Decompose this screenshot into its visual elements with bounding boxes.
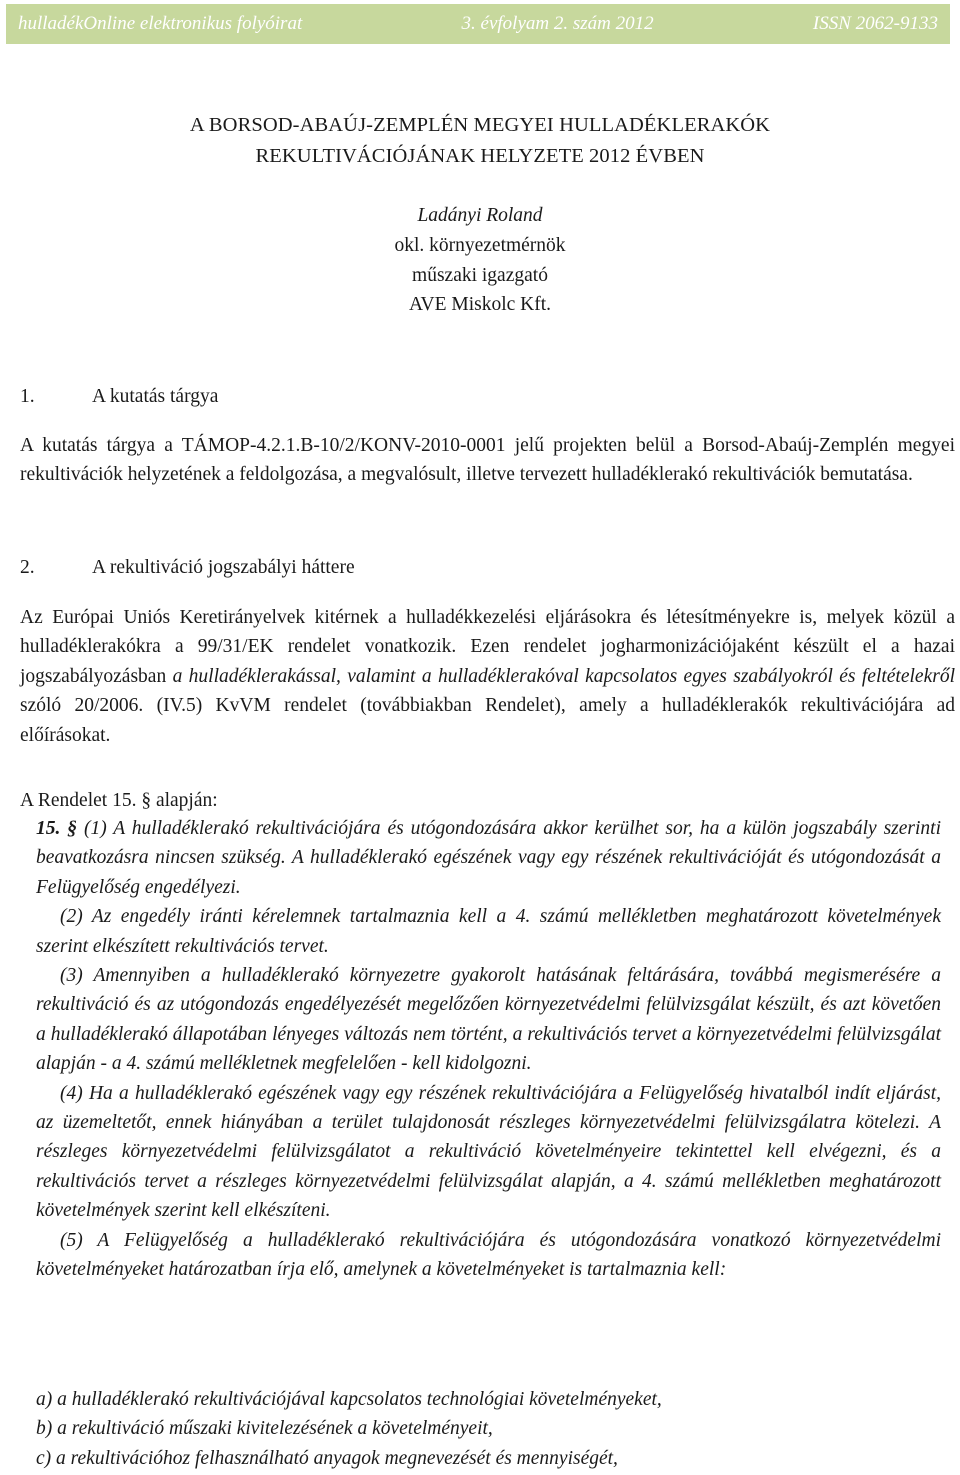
section-2-heading: [20, 557, 355, 579]
section-1-heading: [20, 386, 218, 408]
section-2-title: A rekultiváció jogszabályi háttere: [92, 557, 355, 578]
section-2-number: 2.: [20, 557, 35, 578]
quote-paragraph-5: [36, 1226, 941, 1285]
quote-text: (2) Az engedély iránti kérelemnek tartalmaznia kell a 4. számú mellékletben meghatározott követelmények szerint elkészített rekultivációs tervet.: [36, 906, 941, 957]
quote-paragraph-4: [36, 1079, 941, 1226]
quote-text: (5) A Felügyelőség a hulladéklerakó rekultivációjára és utógondozására vonatkozó környezetvédelmi követelményeket határozatban írja elő, amelynek a követelményeket is tartalmaznia kell:: [36, 1229, 941, 1281]
section-1-title: A kutatás tárgya: [92, 386, 219, 407]
section-1-text: A kutatás tárgya a TÁMOP-4.2.1.B-10/2/KONV-2010-0001 jelű projekten belül a Borsod-Abaúj-Zemplén megyei rekultivációk helyzetének a feldolgozása, a megvalósult, illetve tervezett hulladéklerakó rekultivációk bemutatása.: [20, 435, 955, 486]
issue-info: 3. évfolyam 2. szám 2012: [461, 13, 654, 34]
rendelet-intro: A Rendelet 15. § alapján:: [20, 790, 218, 811]
author-name: Ladányi Roland: [417, 205, 543, 226]
paragraph-number: 15. §: [36, 818, 78, 839]
paragraph-text: Az Európai Uniós Keretirányelvek kitérnek a hulladékkezelési eljárásokra és létesítményekre is, melyek közül a hulladéklerakókra a 99/31/EK rendelet vonatkozik. Ezen rendelet jogharmonizációjaként készült el a hazai jogszabályozásban: [20, 607, 955, 687]
section-1-number: 1.: [20, 386, 35, 407]
quote-paragraph-3: [36, 961, 941, 1079]
quote-paragraph-1: [36, 814, 941, 902]
author-position: műszaki igazgató: [412, 265, 548, 286]
section-2-paragraph: [20, 603, 955, 750]
author-company: AVE Miskolc Kft.: [408, 294, 552, 315]
regulation-quote: [36, 814, 941, 1285]
list-item: c) a rekultivációhoz felhasználható anyagok megnevezését és mennyiségét,: [36, 1448, 618, 1469]
issn: ISSN 2062-9133: [812, 13, 938, 34]
page-title-line2: REKULTIVÁCIÓJÁNAK HELYZETE 2012 ÉVBEN: [255, 145, 705, 167]
journal-name: hulladékOnline elektronikus folyóirat: [18, 13, 303, 34]
quote-text: (1) A hulladéklerakó rekultivációjára és utógondozására akkor kerülhet sor, ha a külön jogszabály szerinti beavatkozásra nincsen szükség. A hulladéklerakó egészének vagy egy részének rekultivációját és utógondozását a Felügyelőség engedélyezi.: [36, 818, 941, 898]
regulation-title: a hulladéklerakással, valamint a hulladéklerakóval kapcsolatos egyes szabályokról és feltételekről: [172, 665, 955, 687]
list-item: a) a hulladéklerakó rekultivációjával kapcsolatos technológiai követelményeket,: [36, 1389, 662, 1410]
journal-header: [6, 4, 950, 44]
quote-paragraph-2: [36, 902, 941, 961]
quote-text: (4) Ha a hulladéklerakó egészének vagy egy részének rekultivációjára a Felügyelőség hivatalból indít eljárást, az üzemeltetőt, ennek hiányában a terület tulajdonosát részleges környezetvédelmi felülvizsgálatra kötelezi. A részleges környezetvédelmi felülvizsgálatot a rekultiváció követelményeire tekintettel kell elvégezni, és a rekultivációs tervet a részleges környezetvédelmi felülvizsgálat alapján, a 4. számú mellékletben meghatározott követelmények szerint kell elkészíteni.: [36, 1082, 941, 1222]
paragraph-text-end: szóló 20/2006. (IV.5) KvVM rendelet (továbbiakban Rendelet), amely a hulladéklerakók rekultivációjára ad előírásokat.: [20, 695, 955, 746]
quote-text: (3) Amennyiben a hulladéklerakó környezetre gyakorolt hatásának feltárására, továbbá megismerésére a rekultiváció és az utógondozás engedélyezését megelőzően környezetvédelmi felülvizsgálat készült, és azt követően a hulladéklerakó állapotában lényeges változás nem történt, a rekultivációs tervet a környezetvédelmi felülvizsgálat alapján - a 4. számú mellékletnek megfelelően - kell kidolgozni.: [36, 965, 941, 1075]
author-title: okl. környezetmérnök: [394, 235, 566, 256]
list-item: b) a rekultiváció műszaki kivitelezésének a követelményeit,: [36, 1418, 493, 1439]
page-title-line1: A BORSOD-ABAÚJ-ZEMPLÉN MEGYEI HULLADÉKLERAKÓK: [189, 114, 771, 136]
